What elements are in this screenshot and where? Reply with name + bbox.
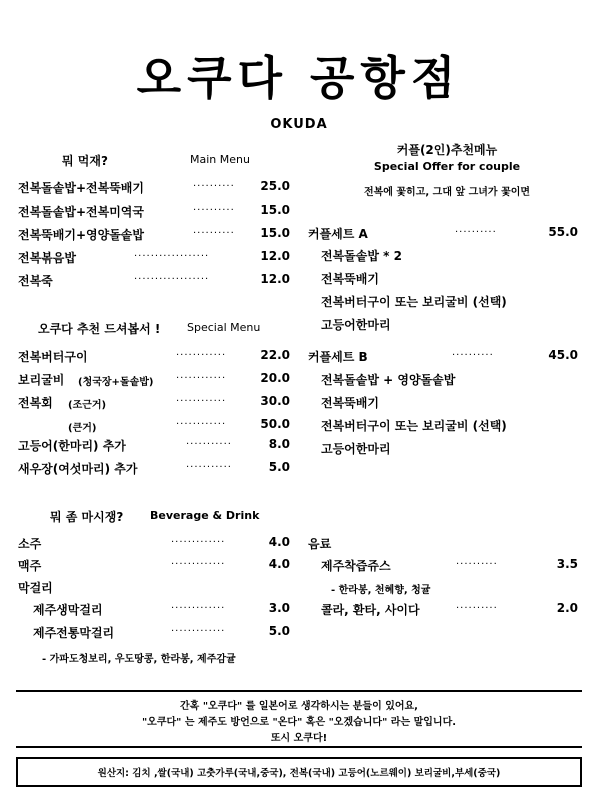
menu-item-price: 12.0 xyxy=(260,249,290,263)
couple-set-name: 커플세트 B xyxy=(308,350,368,364)
couple-menu-heading: 커플(2인)추천메뉴 xyxy=(396,143,498,157)
drink-name: 막걸리 xyxy=(18,581,53,595)
leader-dots: ············· xyxy=(171,603,226,614)
menu-item-name: 전복볶음밥 xyxy=(18,251,76,265)
restaurant-subtitle: OKUDA xyxy=(270,117,328,132)
drink-price: 3.0 xyxy=(268,601,290,615)
drink-name: 콜라, 환타, 사이다 xyxy=(321,603,420,617)
set-content-item: 전복돌솥밥 * 2 xyxy=(321,249,402,263)
soft-drinks-heading: 음료 xyxy=(308,537,332,551)
makgeolli-flavors-note: - 가파도청보리, 우도땅콩, 한라봉, 제주감귤 xyxy=(42,654,236,665)
couple-set-price: 55.0 xyxy=(548,225,578,239)
drink-name: 제주전통막걸리 xyxy=(33,626,115,640)
set-content-item: 전복뚝배기 xyxy=(321,396,379,410)
drink-price: 5.0 xyxy=(268,624,290,638)
menu-item-note: (조근거) xyxy=(68,400,107,411)
menu-item-name: 전복돌솥밥+전복미역국 xyxy=(18,205,144,219)
couple-set-price: 45.0 xyxy=(548,348,578,362)
menu-item-price: 8.0 xyxy=(268,437,290,451)
origin-info-box xyxy=(16,757,582,787)
leader-dots: ·········· xyxy=(456,603,498,614)
beverage-heading-en: Beverage & Drink xyxy=(150,509,260,522)
drink-price: 4.0 xyxy=(268,557,290,571)
couple-set-name: 커플세트 A xyxy=(308,227,368,241)
menu-item-price: 15.0 xyxy=(260,226,290,240)
drink-name: 소주 xyxy=(18,537,42,551)
leader-dots: ·········· xyxy=(455,227,497,238)
set-content-item: 전복뚝배기 xyxy=(321,272,379,286)
set-content-item: 전복돌솥밥 + 영양돌솥밥 xyxy=(321,373,456,387)
menu-item-name: 새우장(여섯마리) 추가 xyxy=(18,462,138,476)
drink-name: 제주착즙쥬스 xyxy=(321,559,391,573)
menu-item-price: 12.0 xyxy=(260,272,290,286)
juice-flavors-note: - 한라봉, 천혜향, 청귤 xyxy=(331,585,431,596)
menu-item-name: 전복회 xyxy=(18,396,53,410)
couple-menu-tagline: 전복에 꽃히고, 그대 앞 그녀가 꽃이면 xyxy=(363,187,531,198)
menu-item-name: 전복버터구이 xyxy=(18,350,88,364)
set-content-item: 전복버터구이 또는 보리굴비 (선택) xyxy=(321,419,507,433)
menu-item-name: 전복뚝배기+영양돌솥밥 xyxy=(18,228,144,242)
menu-item-price: 50.0 xyxy=(260,417,290,431)
footer-line: 또시 오쿠다! xyxy=(270,733,328,744)
leader-dots: ··········· xyxy=(186,439,232,450)
menu-item-price: 25.0 xyxy=(260,179,290,193)
couple-menu-heading-en: Special Offer for couple xyxy=(373,160,521,173)
leader-dots: ·········· xyxy=(456,559,498,570)
menu-item-price: 5.0 xyxy=(268,460,290,474)
set-content-item: 고등어한마리 xyxy=(321,318,391,332)
leader-dots: ·················· xyxy=(134,274,210,285)
restaurant-title: 오쿠다 공항점 xyxy=(136,51,462,105)
set-content-item: 전복버터구이 또는 보리굴비 (선택) xyxy=(321,295,507,309)
main-menu-heading-en: Main Menu xyxy=(190,153,250,166)
menu-item-note: (청국장+돌솥밥) xyxy=(78,377,154,388)
footer-line: "오쿠다" 는 제주도 방언으로 "온다" 혹은 "오겠습니다" 라는 말입니다. xyxy=(141,717,457,728)
leader-dots: ·········· xyxy=(452,350,494,361)
drink-name: 제주생막걸리 xyxy=(33,603,103,617)
menu-item-name: 전복돌솥밥+전복뚝배기 xyxy=(18,181,144,195)
beverage-heading: 뭐 좀 마시쟁? xyxy=(50,510,124,524)
main-menu-heading: 뭐 먹재? xyxy=(62,154,108,168)
leader-dots: ············ xyxy=(176,419,227,430)
drink-price: 3.5 xyxy=(556,557,578,571)
leader-dots: ·········· xyxy=(193,205,235,216)
special-menu-heading: 오쿠다 추천 드셔봅서 ! xyxy=(38,322,161,336)
leader-dots: ··········· xyxy=(186,462,232,473)
leader-dots: ············· xyxy=(171,559,226,570)
menu-item-name: 전복죽 xyxy=(18,274,53,288)
origin-info-text: 원산지: 김치 ,쌀(국내) 고춧가루(국내,중국), 전복(국내) 고등어(노르웨이) 보리굴비,부세(중국) xyxy=(97,768,501,779)
menu-item-note: (큰거) xyxy=(68,423,97,434)
leader-dots: ············· xyxy=(171,626,226,637)
menu-item-price: 22.0 xyxy=(260,348,290,362)
menu-item-name: 고등어(한마리) 추가 xyxy=(18,439,126,453)
footer-line: 간혹 "오쿠다" 를 일본어로 생각하시는 분들이 있어요, xyxy=(180,701,418,712)
drink-name: 맥주 xyxy=(18,559,42,573)
menu-item-price: 20.0 xyxy=(260,371,290,385)
leader-dots: ·················· xyxy=(134,251,210,262)
leader-dots: ············ xyxy=(176,396,227,407)
menu-item-name: 보리굴비 xyxy=(18,373,65,387)
leader-dots: ············ xyxy=(176,373,227,384)
leader-dots: ············· xyxy=(171,537,226,548)
footer-message-box xyxy=(16,690,582,748)
drink-price: 4.0 xyxy=(268,535,290,549)
leader-dots: ············ xyxy=(176,350,227,361)
leader-dots: ·········· xyxy=(193,228,235,239)
leader-dots: ·········· xyxy=(193,181,235,192)
menu-item-price: 15.0 xyxy=(260,203,290,217)
drink-price: 2.0 xyxy=(556,601,578,615)
special-menu-heading-en: Special Menu xyxy=(187,321,261,334)
set-content-item: 고등어한마리 xyxy=(321,442,391,456)
menu-item-price: 30.0 xyxy=(260,394,290,408)
